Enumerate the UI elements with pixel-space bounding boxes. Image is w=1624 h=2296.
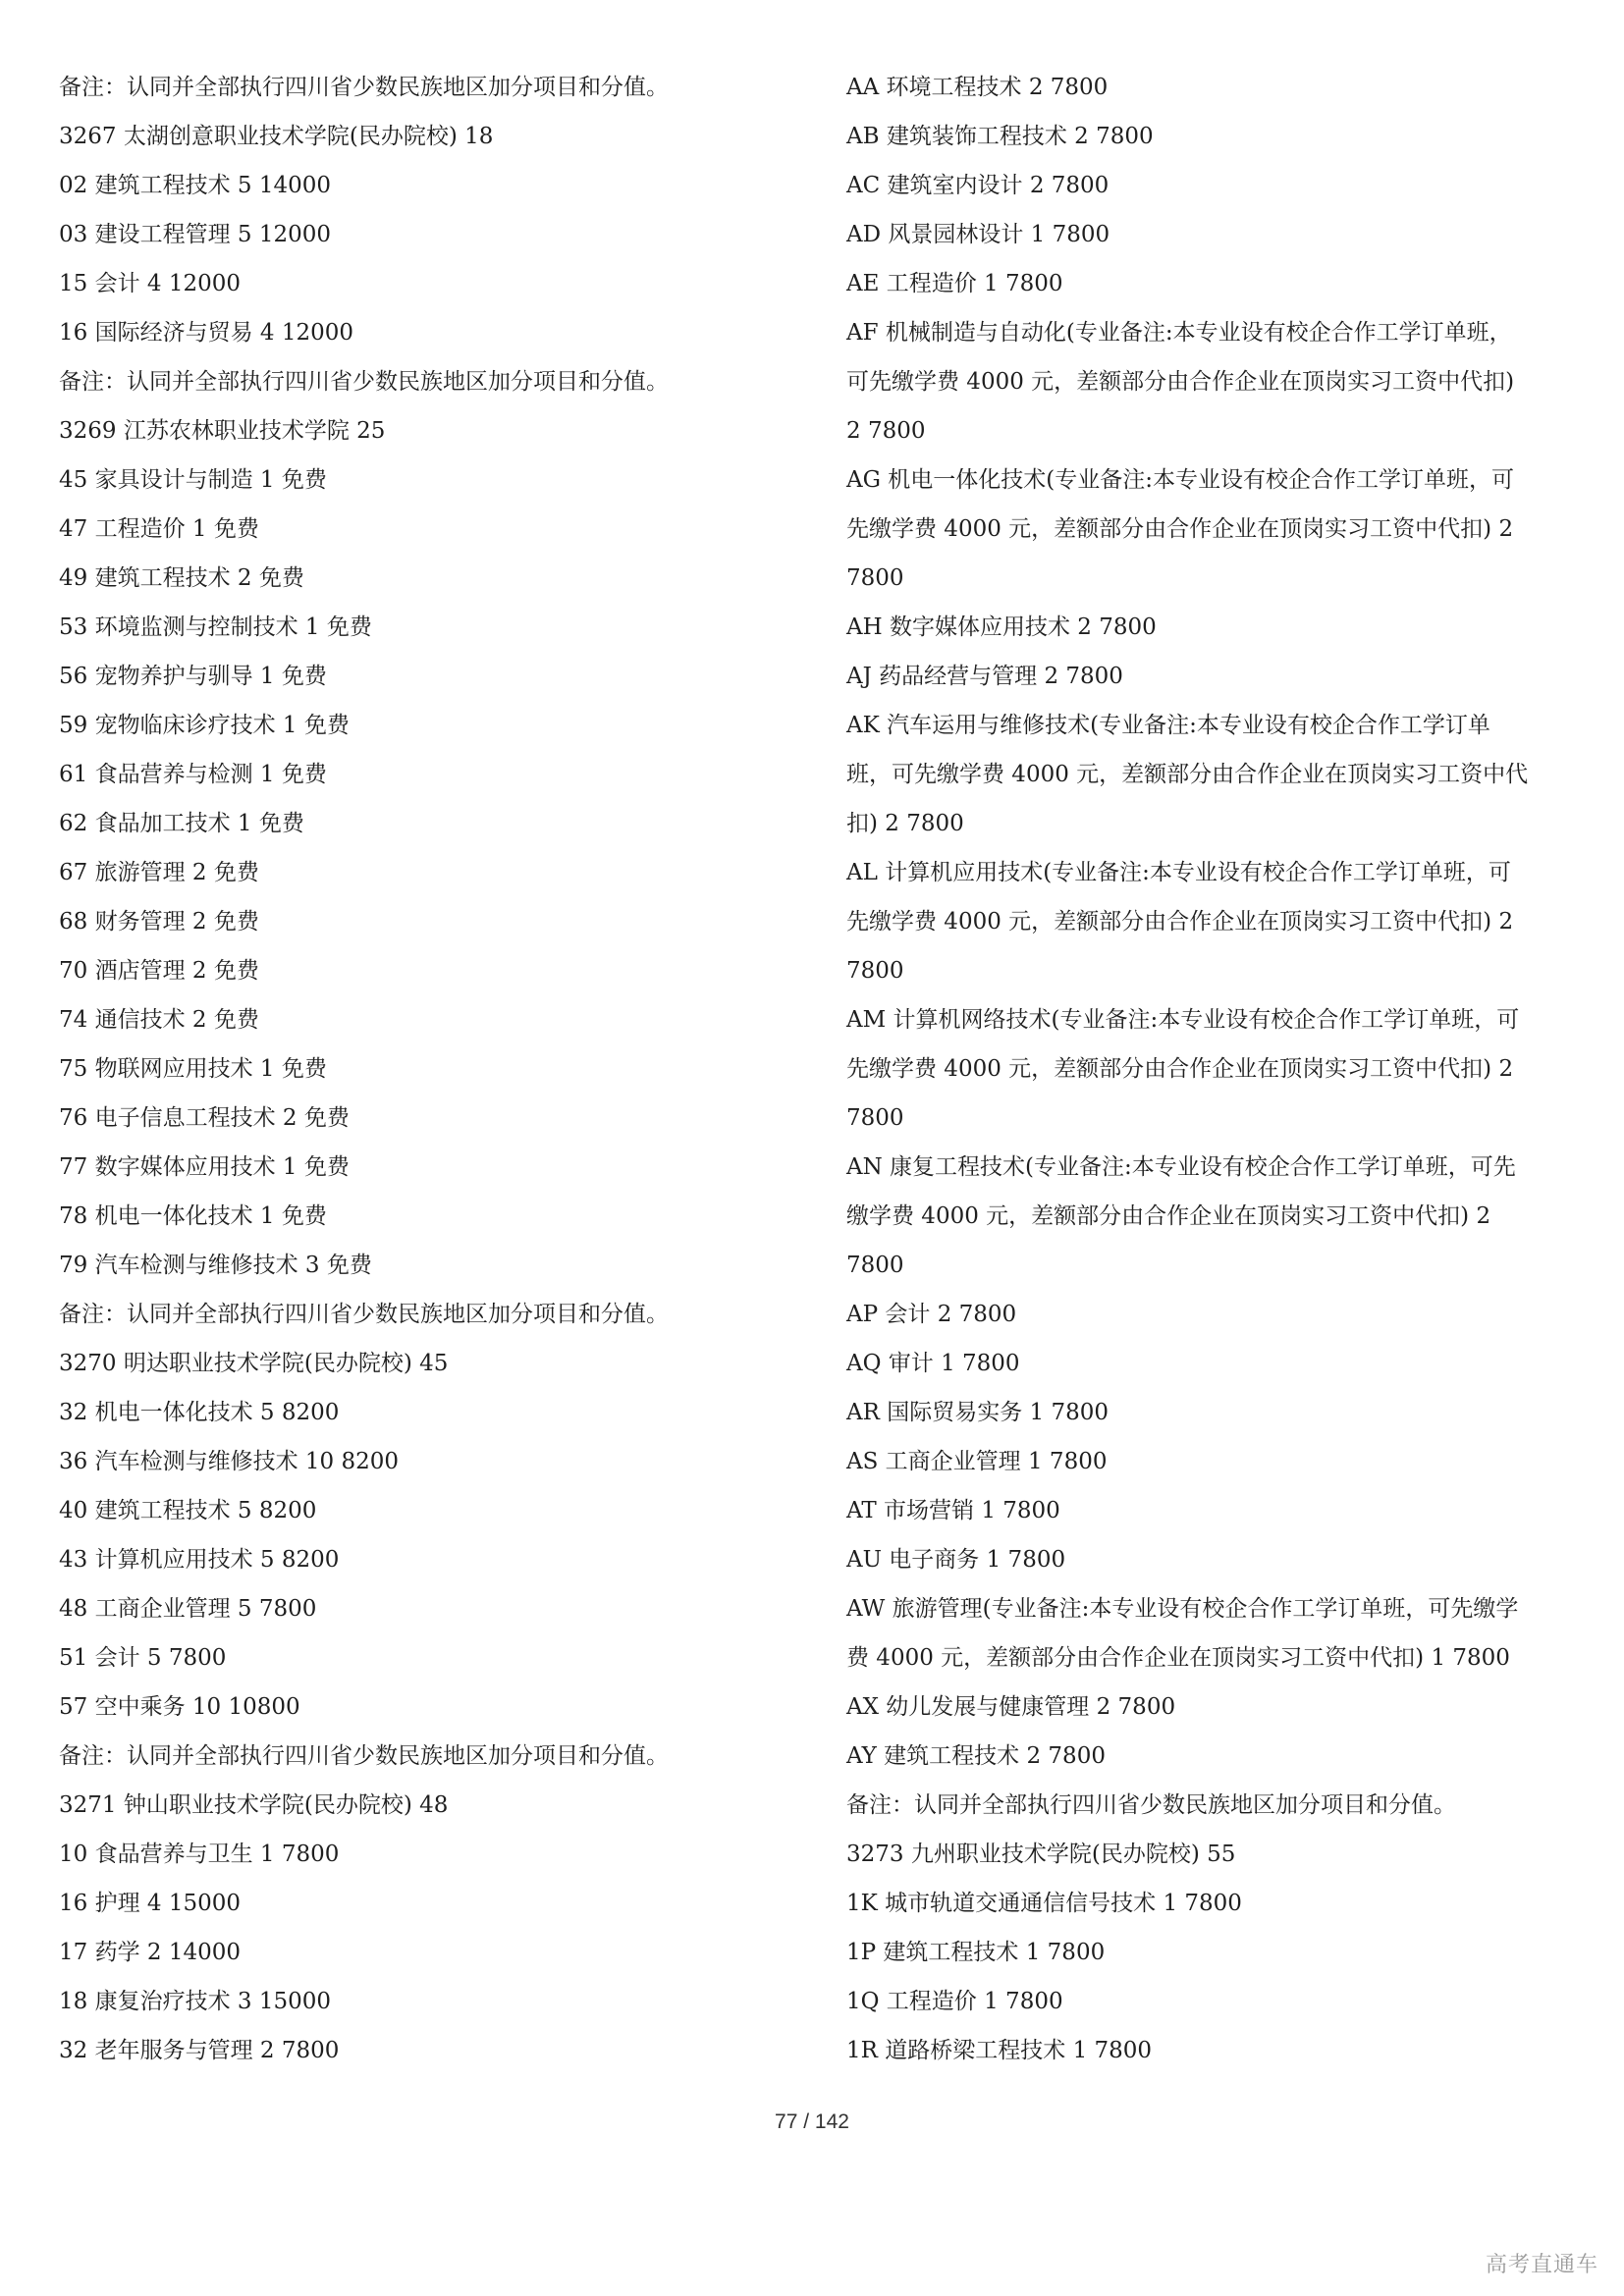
text-line: AR 国际贸易实务 1 7800 <box>846 1400 1110 1425</box>
text-line: 49 建筑工程技术 2 免费 <box>59 565 304 591</box>
text-line: 48 工商企业管理 5 7800 <box>59 1596 317 1622</box>
text-line: 68 财务管理 2 免费 <box>59 909 259 934</box>
text-line: AG 机电一体化技术(专业备注:本专业设有校企合作工学订单班，可 <box>846 467 1515 493</box>
text-line: AU 电子商务 1 7800 <box>846 1547 1066 1573</box>
text-line: 班，可先缴学费 4000 元，差额部分由合作企业在顶岗实习工资中代 <box>846 762 1529 787</box>
text-line: 03 建设工程管理 5 12000 <box>59 222 331 247</box>
left-column <box>59 63 805 2075</box>
text-line: AY 建筑工程技术 2 7800 <box>846 1743 1106 1769</box>
text-line: 1P 建筑工程技术 1 7800 <box>846 1940 1106 1965</box>
text-line: 76 电子信息工程技术 2 免费 <box>59 1105 350 1131</box>
page-number: 77 / 142 <box>775 2110 849 2133</box>
text-line: AK 汽车运用与维修技术(专业备注:本专业设有校企合作工学订单 <box>846 713 1490 738</box>
watermark-text: 高考直通车 <box>1485 2253 1598 2277</box>
text-line: 17 药学 2 14000 <box>59 1940 241 1965</box>
text-line: AN 康复工程技术(专业备注:本专业设有校企合作工学订单班，可先 <box>846 1154 1516 1180</box>
text-line: 74 通信技术 2 免费 <box>59 1007 259 1033</box>
text-line: 78 机电一体化技术 1 免费 <box>59 1203 327 1229</box>
text-line: 备注：认同并全部执行四川省少数民族地区加分项目和分值。 <box>59 1302 669 1327</box>
text-line: 62 食品加工技术 1 免费 <box>59 811 304 836</box>
text-line: 36 汽车检测与维修技术 10 8200 <box>59 1449 399 1474</box>
text-line: 备注：认同并全部执行四川省少数民族地区加分项目和分值。 <box>59 369 669 395</box>
text-line: AH 数字媒体应用技术 2 7800 <box>846 614 1157 640</box>
text-line: AP 会计 2 7800 <box>846 1302 1017 1327</box>
text-line: AS 工商企业管理 1 7800 <box>846 1449 1108 1474</box>
text-line: 费 4000 元，差额部分由合作企业在顶岗实习工资中代扣) 1 7800 <box>846 1645 1510 1671</box>
text-line: 10 食品营养与卫生 1 7800 <box>59 1842 340 1867</box>
text-line: 32 机电一体化技术 5 8200 <box>59 1400 340 1425</box>
text-line: AC 建筑室内设计 2 7800 <box>846 173 1110 198</box>
text-line: 57 空中乘务 10 10800 <box>59 1694 300 1720</box>
text-line: 扣) 2 7800 <box>846 811 964 836</box>
text-line: 3273 九州职业技术学院(民办院校) 55 <box>846 1842 1236 1867</box>
text-line: 先缴学费 4000 元，差额部分由合作企业在顶岗实习工资中代扣) 2 <box>846 909 1514 934</box>
text-line: 7800 <box>846 1105 904 1131</box>
text-line: AT 市场营销 1 7800 <box>846 1498 1060 1523</box>
text-line: 备注：认同并全部执行四川省少数民族地区加分项目和分值。 <box>59 75 669 100</box>
text-line: 先缴学费 4000 元，差额部分由合作企业在顶岗实习工资中代扣) 2 <box>846 1056 1514 1082</box>
text-line: AQ 审计 1 7800 <box>846 1351 1020 1376</box>
text-line: AJ 药品经营与管理 2 7800 <box>846 664 1123 689</box>
text-line: AA 环境工程技术 2 7800 <box>846 75 1109 100</box>
text-line: AB 建筑装饰工程技术 2 7800 <box>846 124 1154 149</box>
text-line: 79 汽车检测与维修技术 3 免费 <box>59 1253 372 1278</box>
text-line: 备注：认同并全部执行四川省少数民族地区加分项目和分值。 <box>59 1743 669 1769</box>
text-line: AD 风景园林设计 1 7800 <box>846 222 1110 247</box>
text-line: 51 会计 5 7800 <box>59 1645 227 1671</box>
text-line: AM 计算机网络技术(专业备注:本专业设有校企合作工学订单班，可 <box>846 1007 1520 1033</box>
text-line: 7800 <box>846 958 904 984</box>
text-line: AE 工程造价 1 7800 <box>846 271 1063 296</box>
text-line: 18 康复治疗技术 3 15000 <box>59 1989 331 2014</box>
text-line: 备注：认同并全部执行四川省少数民族地区加分项目和分值。 <box>846 1792 1456 1818</box>
text-line: 56 宠物养护与驯导 1 免费 <box>59 664 327 689</box>
text-line: 67 旅游管理 2 免费 <box>59 860 259 885</box>
text-line: 7800 <box>846 1253 904 1278</box>
text-line: 61 食品营养与检测 1 免费 <box>59 762 327 787</box>
text-line: 3270 明达职业技术学院(民办院校) 45 <box>59 1351 449 1376</box>
text-line: AF 机械制造与自动化(专业备注:本专业设有校企合作工学订单班， <box>846 320 1512 346</box>
text-line: 45 家具设计与制造 1 免费 <box>59 467 327 493</box>
text-line: 先缴学费 4000 元，差额部分由合作企业在顶岗实习工资中代扣) 2 <box>846 516 1514 542</box>
text-line: 70 酒店管理 2 免费 <box>59 958 259 984</box>
text-line: 32 老年服务与管理 2 7800 <box>59 2038 340 2063</box>
text-line: 1K 城市轨道交通通信信号技术 1 7800 <box>846 1891 1242 1916</box>
right-column <box>846 63 1593 2075</box>
text-line: 75 物联网应用技术 1 免费 <box>59 1056 327 1082</box>
text-line: 3269 江苏农林职业技术学院 25 <box>59 418 386 444</box>
text-line: 1R 道路桥梁工程技术 1 7800 <box>846 2038 1153 2063</box>
text-line: 43 计算机应用技术 5 8200 <box>59 1547 340 1573</box>
text-line: 53 环境监测与控制技术 1 免费 <box>59 614 372 640</box>
text-line: AW 旅游管理(专业备注:本专业设有校企合作工学订单班，可先缴学 <box>846 1596 1519 1622</box>
text-line: 02 建筑工程技术 5 14000 <box>59 173 331 198</box>
text-line: 缴学费 4000 元，差额部分由合作企业在顶岗实习工资中代扣) 2 <box>846 1203 1491 1229</box>
text-line: 47 工程造价 1 免费 <box>59 516 259 542</box>
text-line: 16 国际经济与贸易 4 12000 <box>59 320 353 346</box>
text-line: AL 计算机应用技术(专业备注:本专业设有校企合作工学订单班，可 <box>846 860 1511 885</box>
text-line: 15 会计 4 12000 <box>59 271 241 296</box>
text-line: 2 7800 <box>846 418 926 444</box>
text-line: 77 数字媒体应用技术 1 免费 <box>59 1154 350 1180</box>
text-line: 16 护理 4 15000 <box>59 1891 241 1916</box>
text-line: 可先缴学费 4000 元，差额部分由合作企业在顶岗实习工资中代扣) <box>846 369 1515 395</box>
text-line: 1Q 工程造价 1 7800 <box>846 1989 1063 2014</box>
text-line: 3271 钟山职业技术学院(民办院校) 48 <box>59 1792 449 1818</box>
text-line: 59 宠物临床诊疗技术 1 免费 <box>59 713 350 738</box>
text-line: 7800 <box>846 565 904 591</box>
text-line: AX 幼儿发展与健康管理 2 7800 <box>846 1694 1176 1720</box>
text-line: 3267 太湖创意职业技术学院(民办院校) 18 <box>59 124 494 149</box>
text-line: 40 建筑工程技术 5 8200 <box>59 1498 317 1523</box>
